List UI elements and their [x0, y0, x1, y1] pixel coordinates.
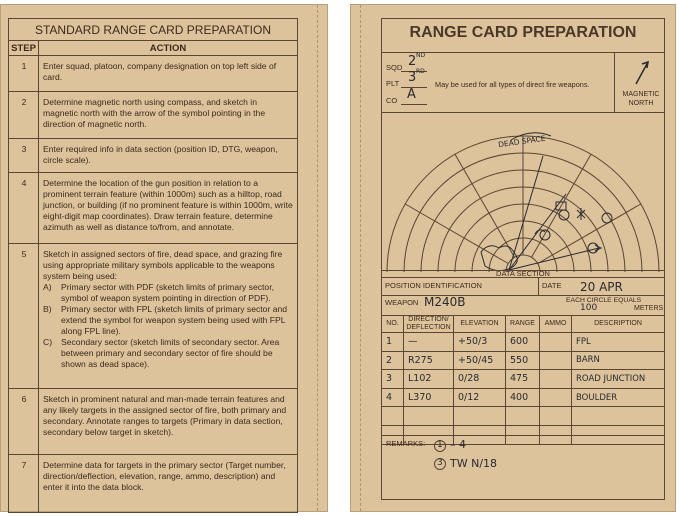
plt-suffix: RD: [416, 68, 425, 75]
sqd-value: 2: [408, 54, 417, 69]
road-junction-icon: [577, 208, 585, 220]
weapon-label: WEAPON: [385, 298, 419, 307]
description-cell: FPL: [572, 333, 665, 352]
circle-value: 100: [580, 303, 598, 313]
step-number: 7: [9, 455, 39, 513]
step-row: [9, 455, 298, 513]
description-cell: ROAD JUNCTION: [572, 370, 665, 389]
elevation-cell: [454, 407, 506, 426]
description-cell: BARN: [572, 351, 665, 370]
step-number: 2: [9, 92, 39, 139]
col-elevation: ELEVATION: [454, 316, 506, 333]
step-action: [39, 244, 298, 389]
data-section-label: DATA SECTION: [496, 269, 550, 278]
elevation-cell: +50/45: [454, 351, 506, 370]
description-cell: [572, 407, 665, 426]
position-identification-label: POSITION IDENTIFICATION: [385, 281, 482, 290]
step-action-intro: Sketch in assigned sectors of fire, dead space, and grazing fire using appropriate military symbols applicable to the weapons system being used:: [43, 249, 283, 281]
step-row: [9, 56, 298, 92]
step-action: Enter squad, platoon, company designation on top left side of card.: [39, 56, 298, 92]
range-cell: 400: [506, 388, 540, 407]
col-no: NO.: [382, 316, 404, 333]
date-label: DATE: [542, 281, 562, 290]
divider: [381, 435, 665, 436]
elevation-cell: 0/28: [454, 370, 506, 389]
target-no-cell: 3: [382, 370, 404, 389]
action-header: ACTION: [39, 41, 298, 56]
direction-cell: L102: [404, 370, 454, 389]
co-label: CO: [386, 96, 398, 105]
step-action: Sketch in prominent natural and man-made terrain features and any likely targets in the assigned sector of fire, both primary and secondary. Annotate ranges to targets (Primary in data section, secondary below target in sketch).: [39, 389, 298, 455]
binding-perforation: [317, 5, 327, 511]
target-no-cell: 2: [382, 351, 404, 370]
col-range: RANGE: [506, 316, 540, 333]
remarks-label: REMARKS:: [386, 439, 426, 448]
step-header: STEP: [9, 41, 39, 56]
ammo-cell: [540, 351, 572, 370]
co-value: A: [407, 87, 416, 102]
range-cell: 475: [506, 370, 540, 389]
ammo-cell: [540, 388, 572, 407]
meters-label: METERS: [634, 305, 664, 312]
sub-item-a: A) Primary sector with PDF (sketch limits of primary sector, symbol of weapon system pointing in direction of PDF).: [43, 282, 274, 303]
direction-cell: [404, 407, 454, 426]
step-number: 6: [9, 389, 39, 455]
step-action: Determine data for targets in the primary sector (Target number, direction/deflection, elevation, range, ammo, description) and enter it into the data block.: [39, 455, 298, 513]
divider: [381, 277, 665, 278]
col-direction: DIRECTION/ DEFLECTION: [404, 316, 454, 333]
col-ammo: AMMO: [540, 316, 572, 333]
step-row: [9, 244, 298, 389]
target-no-cell: 1: [382, 333, 404, 352]
range-cell: [506, 407, 540, 426]
step-row: [9, 389, 298, 455]
steps-table: [8, 40, 298, 513]
target-1-icon: [588, 243, 598, 253]
step-number: 1: [9, 56, 39, 92]
step-number: 4: [9, 173, 39, 244]
step-action: Determine magnetic north using compass, and sketch in magnetic north with the arrow of the symbol pointing in the direction of magnetic north.: [39, 92, 298, 139]
col-description: DESCRIPTION: [572, 316, 665, 333]
table-row: [382, 370, 665, 389]
elevation-cell: 0/12: [454, 388, 506, 407]
step-action: Enter required info in data section (position ID, DTG, weapon, circle scale).: [39, 139, 298, 173]
magnetic-north-arrow-icon: [630, 58, 654, 86]
each-circle-label: EACH CIRCLE EQUALS: [566, 297, 642, 304]
divider: [614, 52, 615, 112]
remark-1-number: 1: [437, 440, 443, 450]
range-cell: 550: [506, 351, 540, 370]
weapon-value: M240B: [424, 295, 466, 309]
step-row: [9, 173, 298, 244]
target-no-cell: 4: [382, 388, 404, 407]
direction-cell: L370: [404, 388, 454, 407]
range-card-title: RANGE CARD PREPARATION: [409, 24, 637, 41]
magnetic-north-label: MAGNETIC NORTH: [622, 91, 660, 107]
elevation-cell: +50/3: [454, 333, 506, 352]
remark-2-number: 3: [437, 458, 443, 468]
step-row: [9, 92, 298, 139]
target-no-cell: [382, 407, 404, 426]
table-row: [382, 388, 665, 407]
binding-perforation: [351, 5, 361, 511]
direction-cell: R275: [404, 351, 454, 370]
remark-1-text: – 4: [450, 438, 466, 451]
ammo-cell: [540, 407, 572, 426]
ammo-cell: [540, 333, 572, 352]
co-line: [401, 104, 427, 105]
plt-value: 3: [408, 70, 417, 85]
left-card-title: STANDARD RANGE CARD PREPARATION: [8, 18, 298, 40]
step-row: [9, 139, 298, 173]
sub-item-c: C) Secondary sector (sketch limits of secondary sector. Area between primary and secondary sector of fire should be shown as dead space).: [43, 337, 280, 369]
step-number: 3: [9, 139, 39, 173]
card-note: May be used for all types of direct fire weapons.: [435, 80, 590, 89]
description-cell: BOULDER: [572, 388, 665, 407]
sub-item-b: B) Primary sector with FPL (sketch limits of primary sector and extend the symbol for weapon system being used with FPL along FPL line).: [43, 304, 288, 336]
table-row: [382, 351, 665, 370]
ammo-cell: [540, 370, 572, 389]
direction-cell: —: [404, 333, 454, 352]
table-row: [382, 333, 665, 352]
divider: [538, 277, 539, 295]
remark-2-text: TW N/18: [450, 457, 498, 470]
sqd-label: SQD: [386, 63, 403, 72]
dead-space-label: DEAD SPACE: [497, 133, 546, 150]
step-action: Determine the location of the gun position in relation to a prominent terrain feature (within 1000m) such as a hilltop, road junction, or building (if no prominent feature is within 1000m, write eight-digit map coordinates). Draw terrain feature, determine azimuth as well as distance to/from, and annotate.: [39, 173, 298, 244]
sqd-suffix: ND: [416, 52, 426, 59]
date-value: 20 APR: [580, 280, 623, 294]
range-cell: 600: [506, 333, 540, 352]
target-data-table: [381, 315, 665, 445]
plt-label: PLT: [386, 79, 400, 88]
table-row: [382, 407, 665, 426]
step-number: 5: [9, 244, 39, 389]
